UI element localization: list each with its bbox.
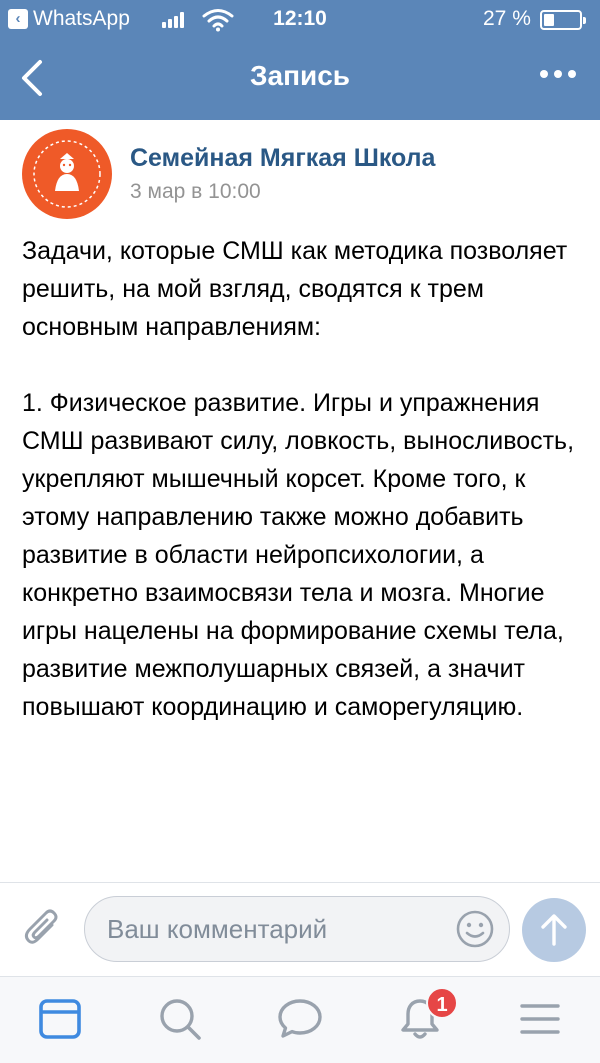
status-bar bbox=[0, 0, 600, 40]
school-logo-icon bbox=[22, 129, 112, 219]
arrow-up-icon bbox=[538, 912, 570, 948]
more-horizontal-icon[interactable] bbox=[540, 70, 576, 78]
news-tab-icon[interactable] bbox=[36, 995, 84, 1043]
nav-bar bbox=[0, 40, 600, 120]
back-app-label: WhatsApp bbox=[33, 7, 130, 30]
menu-icon[interactable] bbox=[516, 995, 564, 1043]
post-author-link[interactable]: Семейная Мягкая Школа bbox=[130, 144, 436, 172]
post-header bbox=[0, 120, 600, 220]
search-icon[interactable] bbox=[156, 995, 204, 1043]
battery-percent: 27 % bbox=[483, 7, 531, 30]
page-title: Запись bbox=[249, 60, 351, 91]
clock: 12:10 bbox=[273, 7, 327, 30]
send-button[interactable] bbox=[522, 898, 586, 962]
tab-bar bbox=[0, 976, 600, 1063]
battery-icon bbox=[540, 10, 582, 30]
paperclip-icon[interactable] bbox=[22, 907, 62, 951]
post-date: 3 мар в 10:00 bbox=[130, 180, 261, 203]
smile-icon[interactable] bbox=[455, 909, 495, 949]
top-bar bbox=[0, 0, 600, 120]
comment-bar bbox=[0, 882, 600, 976]
messages-icon[interactable] bbox=[276, 995, 324, 1043]
post-paragraph: Задачи, которые СМШ как методика позволяет решить, на мой взгляд, сводятся к трем основным направлениям: bbox=[22, 237, 568, 341]
notification-badge: 1 bbox=[426, 987, 458, 1019]
comment-placeholder: Ваш комментарий bbox=[107, 914, 328, 944]
post-paragraph: 1. Физическое развитие. Игры и упражнения СМШ развивают силу, ловкость, выносливость, укрепляют мышечный корсет. Кроме того, к этому направлению также можно добавить развитие в области нейропсихологии, а конкретно взаимосвязи тела и мозга. Многие игры нацелены на формирование схемы тела, развитие межполушарных связей, а значит повышают координацию и саморегуляцию. bbox=[22, 389, 575, 721]
post-text bbox=[22, 232, 582, 726]
comment-input[interactable] bbox=[84, 896, 510, 962]
chevron-left-small-icon: ‹ bbox=[8, 9, 28, 29]
avatar[interactable] bbox=[22, 129, 112, 219]
